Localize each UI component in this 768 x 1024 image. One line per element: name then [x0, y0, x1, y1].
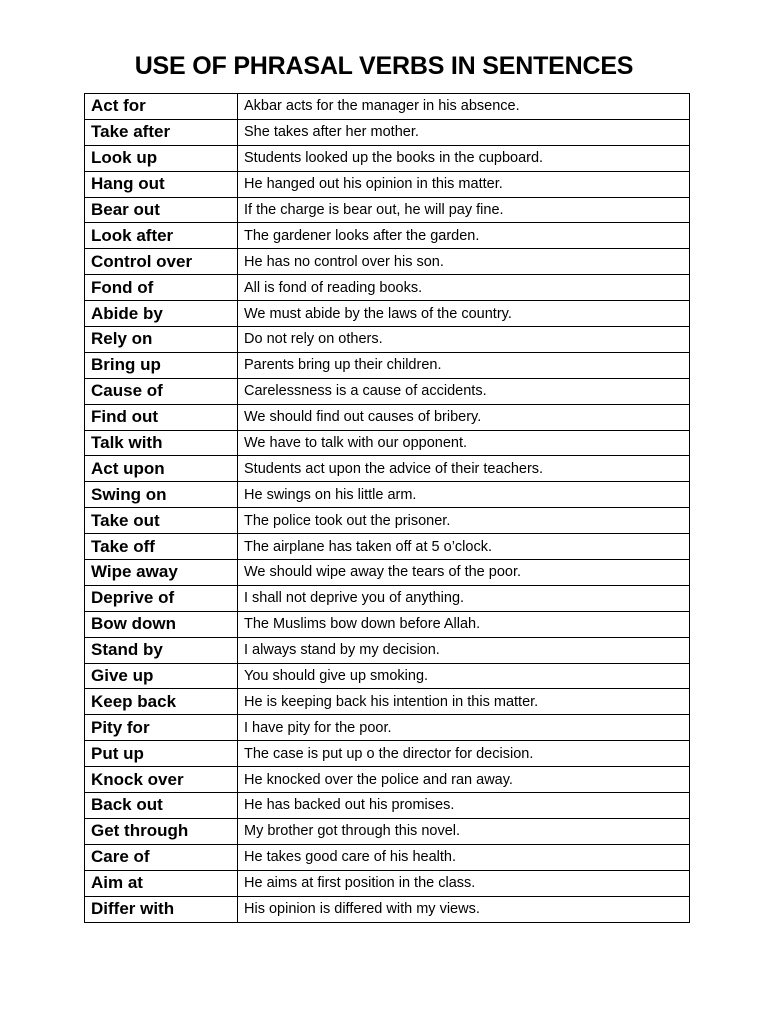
phrasal-verb-cell: Bring up: [85, 352, 238, 378]
table-row: [85, 378, 690, 404]
example-sentence-cell: We must abide by the laws of the country.: [238, 301, 690, 327]
phrasal-verb-cell: Deprive of: [85, 585, 238, 611]
table-row: [85, 767, 690, 793]
example-sentence-cell: I have pity for the poor.: [238, 715, 690, 741]
table-row: [85, 327, 690, 353]
phrasal-verb-cell: Care of: [85, 844, 238, 870]
phrasal-verb-cell: Act upon: [85, 456, 238, 482]
example-sentence-cell: Students looked up the books in the cupboard.: [238, 145, 690, 171]
phrasal-verb-cell: Aim at: [85, 870, 238, 896]
table-row: [85, 793, 690, 819]
table-row: [85, 896, 690, 922]
example-sentence-cell: Students act upon the advice of their teachers.: [238, 456, 690, 482]
phrasal-verb-cell: Put up: [85, 741, 238, 767]
example-sentence-cell: We should wipe away the tears of the poor.: [238, 560, 690, 586]
table-row: [85, 119, 690, 145]
example-sentence-cell: He has no control over his son.: [238, 249, 690, 275]
example-sentence-cell: Do not rely on others.: [238, 327, 690, 353]
phrasal-verb-cell: Look up: [85, 145, 238, 171]
table-row: [85, 145, 690, 171]
example-sentence-cell: I shall not deprive you of anything.: [238, 585, 690, 611]
table-row: [85, 223, 690, 249]
phrasal-verb-cell: Keep back: [85, 689, 238, 715]
example-sentence-cell: Parents bring up their children.: [238, 352, 690, 378]
example-sentence-cell: The airplane has taken off at 5 o’clock.: [238, 534, 690, 560]
phrasal-verb-cell: Bear out: [85, 197, 238, 223]
table-row: [85, 585, 690, 611]
phrasal-verb-cell: Rely on: [85, 327, 238, 353]
phrasal-verb-cell: Pity for: [85, 715, 238, 741]
phrasal-verb-cell: Act for: [85, 94, 238, 120]
example-sentence-cell: He has backed out his promises.: [238, 793, 690, 819]
table-row: [85, 275, 690, 301]
table-body: [85, 94, 690, 923]
phrasal-verb-cell: Find out: [85, 404, 238, 430]
phrasal-verb-cell: Bow down: [85, 611, 238, 637]
table-row: [85, 456, 690, 482]
example-sentence-cell: You should give up smoking.: [238, 663, 690, 689]
table-row: [85, 430, 690, 456]
example-sentence-cell: Akbar acts for the manager in his absence.: [238, 94, 690, 120]
example-sentence-cell: His opinion is differed with my views.: [238, 896, 690, 922]
phrasal-verb-cell: Hang out: [85, 171, 238, 197]
table-row: [85, 663, 690, 689]
table-row: [85, 482, 690, 508]
phrasal-verb-cell: Control over: [85, 249, 238, 275]
example-sentence-cell: All is fond of reading books.: [238, 275, 690, 301]
example-sentence-cell: We should find out causes of bribery.: [238, 404, 690, 430]
phrasal-verb-cell: Take after: [85, 119, 238, 145]
table-row: [85, 352, 690, 378]
table-row: [85, 741, 690, 767]
example-sentence-cell: Carelessness is a cause of accidents.: [238, 378, 690, 404]
table-row: [85, 404, 690, 430]
phrasal-verb-cell: Back out: [85, 793, 238, 819]
table-row: [85, 301, 690, 327]
phrasal-verb-cell: Cause of: [85, 378, 238, 404]
table-row: [85, 197, 690, 223]
example-sentence-cell: He hanged out his opinion in this matter.: [238, 171, 690, 197]
table-row: [85, 689, 690, 715]
example-sentence-cell: The case is put up o the director for decision.: [238, 741, 690, 767]
example-sentence-cell: He knocked over the police and ran away.: [238, 767, 690, 793]
phrasal-verb-cell: Give up: [85, 663, 238, 689]
example-sentence-cell: We have to talk with our opponent.: [238, 430, 690, 456]
example-sentence-cell: The gardener looks after the garden.: [238, 223, 690, 249]
phrasal-verb-cell: Take out: [85, 508, 238, 534]
phrasal-verb-cell: Swing on: [85, 482, 238, 508]
phrasal-verbs-table: [84, 93, 690, 923]
phrasal-verb-cell: Get through: [85, 818, 238, 844]
example-sentence-cell: He swings on his little arm.: [238, 482, 690, 508]
example-sentence-cell: The Muslims bow down before Allah.: [238, 611, 690, 637]
phrasal-verb-cell: Take off: [85, 534, 238, 560]
table-row: [85, 560, 690, 586]
table-row: [85, 870, 690, 896]
phrasal-verb-cell: Abide by: [85, 301, 238, 327]
example-sentence-cell: If the charge is bear out, he will pay fine.: [238, 197, 690, 223]
phrasal-verb-cell: Talk with: [85, 430, 238, 456]
table-row: [85, 249, 690, 275]
example-sentence-cell: I always stand by my decision.: [238, 637, 690, 663]
example-sentence-cell: He aims at first position in the class.: [238, 870, 690, 896]
table-row: [85, 94, 690, 120]
table-row: [85, 818, 690, 844]
phrasal-verb-cell: Stand by: [85, 637, 238, 663]
page-title: USE OF PHRASAL VERBS IN SENTENCES: [134, 52, 634, 80]
table-row: [85, 611, 690, 637]
example-sentence-cell: He is keeping back his intention in this matter.: [238, 689, 690, 715]
example-sentence-cell: He takes good care of his health.: [238, 844, 690, 870]
example-sentence-cell: My brother got through this novel.: [238, 818, 690, 844]
example-sentence-cell: The police took out the prisoner.: [238, 508, 690, 534]
table-row: [85, 534, 690, 560]
example-sentence-cell: She takes after her mother.: [238, 119, 690, 145]
phrasal-verb-cell: Knock over: [85, 767, 238, 793]
phrasal-verb-cell: Look after: [85, 223, 238, 249]
table-row: [85, 171, 690, 197]
table-row: [85, 715, 690, 741]
table-row: [85, 508, 690, 534]
phrasal-verb-cell: Fond of: [85, 275, 238, 301]
table-row: [85, 637, 690, 663]
phrasal-verb-cell: Differ with: [85, 896, 238, 922]
phrasal-verb-cell: Wipe away: [85, 560, 238, 586]
table-row: [85, 844, 690, 870]
